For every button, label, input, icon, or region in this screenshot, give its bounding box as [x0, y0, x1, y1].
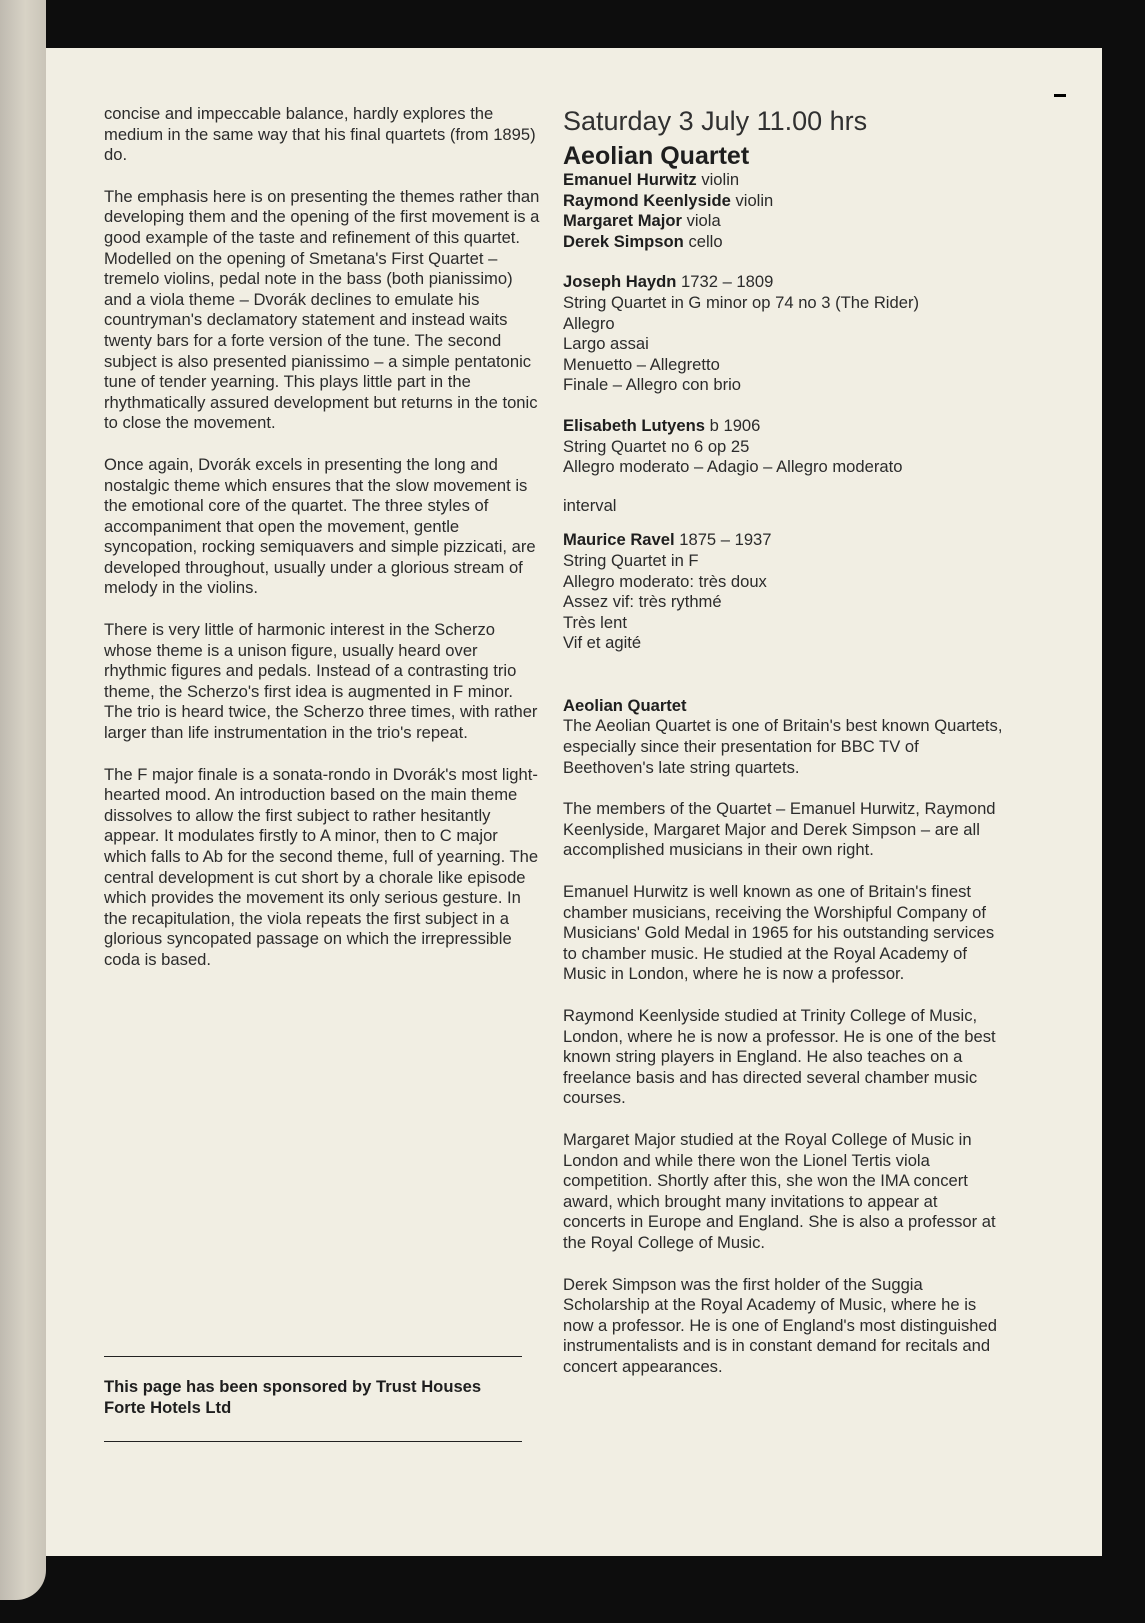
members-list — [563, 170, 1003, 252]
notes-paragraph: Once again, Dvorák excels in presenting the long and nostalgic theme which ensures that the slow movement is the emotional core of the quartet. The three styles of accompaniment that open the movement, gentle syncopation, rocking semiquavers and simple pizzicati, are developed throughout, usually under a glorious stream of melody in the violins. — [104, 454, 536, 598]
work-title: String Quartet in F — [563, 550, 699, 570]
composer-dates: 1732 – 1809 — [681, 272, 774, 292]
member-line — [563, 191, 1003, 212]
notes-paragraph: The F major finale is a sonata-rondo in Dvorák's most light-hearted mood. An introduction based on the main theme dissolves to allow the first subject to rather hesitantly appear. It modulates firstly to A minor, then to C major which falls to Ab for the second theme, full of yearning. The central development is cut short by a chorale like episode which provides the movement its only serious gesture. In the recapitulation, the viola repeats the first subject in a glorious syncopated passage on which the irrepressible coda is based. — [104, 764, 539, 969]
biography-paragraph: Derek Simpson was the first holder of the Suggia Scholarship at the Royal Academy of Music, where he is now a professor. He is one of England's most distinguished instrumentalists and is in constant demand for recitals and concert appearances. — [563, 1274, 997, 1376]
biography-paragraph: Raymond Keenlyside studied at Trinity College of Music, London, where he is now a professor. He is one of the best known string players in England. He also teaches on a freelance basis and has directed several chamber music courses. — [563, 1006, 996, 1108]
notes-paragraph: concise and impeccable balance, hardly explores the medium in the same way that his final quartets (from 1895) do. — [104, 104, 536, 165]
member-name: Margaret Major — [563, 211, 682, 231]
movement: Allegro moderato – Adagio – Allegro moderato — [563, 457, 903, 477]
member-line — [563, 170, 1003, 191]
notes-paragraph: The emphasis here is on presenting the themes rather than developing them and the opening of the first movement is a good example of the taste and refinement of this quartet. Modelled on the opening of Smetana's First Quartet – tremelo violins, pedal note in the bass (both pianissimo) and a viola theme – Dvorák declines to emulate his countryman's declamatory statement and instead waits twenty bars for a forte version of the tune. The second subject is also presented pianissimo – a simple pentatonic tune of tender yearning. This plays little part in the rhythmatically assured development but returns in the tonic to close the movement. — [104, 186, 540, 433]
concert-programme-column — [563, 104, 1003, 1378]
member-instrument: violin — [735, 190, 774, 210]
biography-paragraph: The Aeolian Quartet is one of Britain's best known Quartets, especially since their presentation for BBC TV of Beethoven's late string quartets. — [563, 716, 1003, 777]
work-ravel — [563, 530, 1003, 654]
notes-paragraph: There is very little of harmonic interest in the Scherzo whose theme is a unison figure, usually heard over rhythmic figures and pedals. Instead of a contrasting trio theme, the Scherzo's first idea is augmented in F minor. The trio is heard twice, the Scherzo three times, with rather larger than life instrumentation in the trio's repeat. — [104, 620, 538, 743]
member-instrument: cello — [688, 231, 723, 251]
composer-dates: 1875 – 1937 — [679, 530, 772, 550]
ensemble-biography — [563, 696, 1003, 1378]
concert-date-heading: Saturday 3 July 11.00 hrs — [563, 106, 868, 136]
interval-label: interval — [563, 495, 617, 515]
movement: Allegro — [563, 313, 615, 333]
movement: Très lent — [563, 612, 627, 632]
member-instrument: viola — [686, 211, 721, 231]
composer-line — [563, 416, 1003, 437]
member-name: Emanuel Hurwitz — [563, 170, 697, 189]
biography-heading: Aeolian Quartet — [563, 695, 687, 715]
movement: Allegro moderato: très doux — [563, 571, 767, 591]
work-title: String Quartet in G minor op 74 no 3 (The Rider) — [563, 292, 920, 312]
sponsor-box — [104, 1356, 522, 1442]
member-name: Raymond Keenlyside — [563, 190, 731, 210]
biography-paragraph: The members of the Quartet – Emanuel Hurwitz, Raymond Keenlyside, Margaret Major and Derek Simpson – are all accomplished musicians in their own right. — [563, 799, 996, 860]
previous-page-edge — [0, 0, 46, 1600]
member-instrument: violin — [701, 170, 740, 189]
page-edge-mark — [1054, 94, 1066, 97]
work-title: String Quartet no 6 op 25 — [563, 436, 750, 456]
member-line — [563, 232, 1003, 253]
biography-paragraph: Margaret Major studied at the Royal College of Music in London and while there won the Lionel Tertis viola competition. Shortly after this, she won the IMA concert award, which brought many invitations to appear at concerts in Europe and England. She is also a professor at the Royal College of Music. — [563, 1129, 996, 1252]
member-line — [563, 211, 1003, 232]
movement: Finale – Allegro con brio — [563, 375, 742, 395]
composer-dates: b 1906 — [709, 415, 761, 435]
work-haydn — [563, 272, 1003, 396]
movement: Vif et agité — [563, 633, 642, 653]
work-lutyens — [563, 416, 1003, 478]
document-page — [46, 48, 1102, 1556]
biography-paragraph: Emanuel Hurwitz is well known as one of Britain's finest chamber musicians, receiving the Worshipful Company of Musicians' Gold Medal in 1965 for his outstanding services to chamber music. He studied at the Royal Academy of Music in London, where he is now a professor. — [563, 882, 995, 984]
movement: Assez vif: très rythmé — [563, 592, 722, 612]
movement: Menuetto – Allegretto — [563, 354, 720, 374]
composer-line — [563, 530, 1003, 551]
member-name: Derek Simpson — [563, 231, 684, 251]
sponsor-text: This page has been sponsored by Trust Houses Forte Hotels Ltd — [104, 1377, 482, 1417]
composer-name: Maurice Ravel — [563, 530, 675, 550]
composer-line — [563, 272, 1003, 293]
ensemble-title: Aeolian Quartet — [563, 142, 750, 170]
movement: Largo assai — [563, 334, 649, 354]
composer-name: Elisabeth Lutyens — [563, 415, 706, 435]
composer-name: Joseph Haydn — [563, 272, 677, 292]
programme-notes-column — [104, 104, 544, 992]
